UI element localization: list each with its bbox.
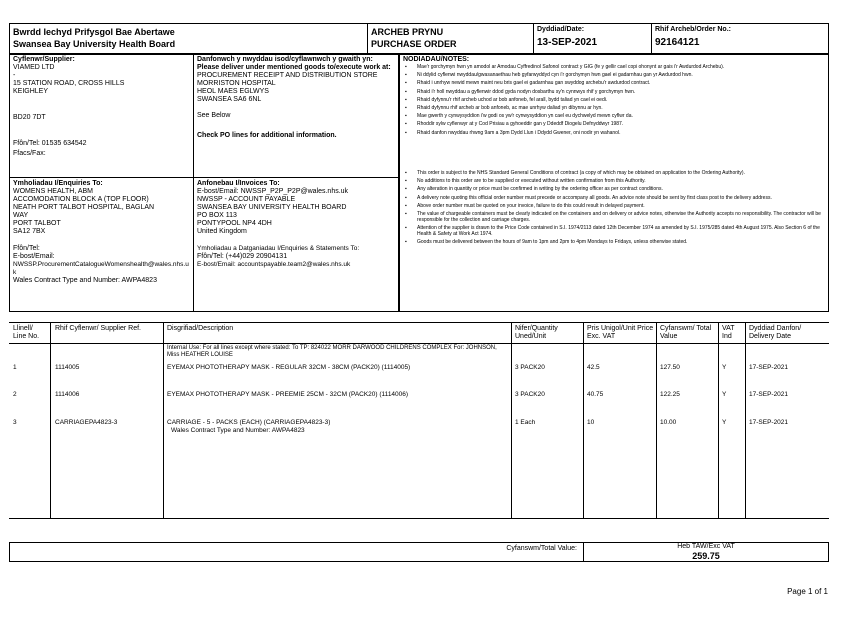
row-supplier-ref: CARRIAGEPA4823-3	[55, 419, 118, 426]
row-vat: Y	[722, 391, 727, 398]
header-divider-1	[367, 23, 368, 54]
date-label: Dyddiad/Date:	[537, 26, 585, 33]
col-divider	[511, 322, 512, 518]
th-supplier-ref: Rhif Cyflenwr/ Supplier Ref.	[55, 325, 141, 332]
th-delivery-date: Dyddiad Danfon/ Delivery Date	[749, 325, 802, 340]
supplier-line: -	[13, 72, 16, 79]
note-item: ▪ Above order number must be quoted on your invoice, failure to do this could result in delayed payment.	[403, 203, 821, 209]
col-divider	[656, 322, 657, 518]
note-item: ▪ Mae'r gorchymyn hwn yn amodol ar Amodau Cyffredinol Safonol contract y GIG (fe y gellir cael copi ohonynt ar gais i'r Awdurdod Archebu).	[403, 64, 821, 70]
notes-english-list	[403, 170, 821, 248]
enquiries-email-label: E-bost/Email:	[13, 253, 55, 260]
row-unit: 1 Each	[515, 419, 536, 426]
row-price: 10	[587, 419, 595, 426]
row-description-extra: Wales Contract Type and Number: AWPA4823	[171, 427, 305, 434]
enquiries-line: WAY	[13, 212, 29, 219]
invoices-line: United Kingdom	[197, 228, 247, 235]
invoices-statements-phone: Ffôn/Tel: (+44)029 20904131	[197, 253, 288, 260]
note-item: ▪ Any alteration in quantity or price must be confirmed in writing by the ordering officer as per contract conditions.	[403, 186, 821, 192]
doc-title-welsh: ARCHEB PRYNU	[371, 27, 444, 37]
page-number: Page 1 of 1	[787, 587, 828, 596]
row-description: EYEMAX PHOTOTHERAPY MASK - REGULAR 32CM - 38CM (PACK20) (1114005)	[167, 364, 411, 371]
table-bottom	[9, 518, 829, 519]
supplier-line: 15 STATION ROAD, CROSS HILLS	[13, 80, 125, 87]
th-description: Disgrifiad/Description	[167, 325, 234, 332]
total-value: 259.75	[692, 551, 720, 561]
supplier-phone: Ffôn/Tel: 01535 634542	[13, 140, 87, 147]
row-vat: Y	[722, 419, 727, 426]
delivery-line: MORRISTON HOSPITAL	[197, 80, 276, 87]
invoices-line: NWSSP - ACCOUNT PAYABLE	[197, 196, 296, 203]
delivery-line: SWANSEA SA6 6NL	[197, 96, 262, 103]
enquiries-line: PORT TALBOT	[13, 220, 61, 227]
note-item: ▪ Rhaid dyfynnu rhif archeb ar bob anfoneb, ac mae unrhyw daliad yn dibynnu ar hyn.	[403, 105, 821, 111]
total-divider	[583, 542, 584, 562]
col-divider	[745, 322, 746, 518]
row-supplier-ref: 1114005	[55, 364, 80, 371]
invoices-line: SWANSEA BAY UNIVERSITY HEALTH BOARD	[197, 204, 347, 211]
supplier-line: BD20 7DT	[13, 114, 46, 121]
note-item: ▪ The value of chargeable containers must be clearly indicated on the containers and on delivery or advice notes, otherwise the Authority accepts no responsibility. The contractor will be responsible for the collection and carriage charges.	[403, 211, 821, 223]
supplier-label: Cyflenwr/Supplier:	[13, 56, 75, 63]
col-divider	[163, 322, 164, 518]
total-label: Cyfanswm/Total Value:	[506, 545, 577, 552]
enquiries-line: NEATH PORT TALBOT HOSPITAL, BAGLAN	[13, 204, 155, 211]
note-item: ▪ This order is subject to the NHS Standard General Conditions of contract (a copy of which may be obtained on application to the Ordering Authority).	[403, 170, 821, 176]
org-name-welsh: Bwrdd Iechyd Prifysgol Bae Abertawe	[13, 27, 175, 37]
invoices-email[interactable]: E-bost/Email: NWSSP_P2P_P2P@wales.nhs.uk	[197, 188, 349, 195]
row-total: 127.50	[660, 364, 680, 371]
delivery-see-below: See Below	[197, 112, 231, 119]
delivery-check-po: Check PO lines for additional information.	[197, 132, 337, 139]
note-item: ▪ Goods must be delivered between the hours of 9am to 1pm and 2pm to 4pm Mondays to Fridays, unless otherwise stated.	[403, 239, 821, 245]
row-description: CARRIAGE - 5 - PACKS (EACH) (CARRIAGEPA4823-3)	[167, 419, 331, 426]
enquiries-label: Ymholiadau I/Enquiries To:	[13, 180, 103, 187]
note-item: ▪ Rhaid i unrhyw newid mewn maint neu bris gael ei gadarnhau gan swyddog archebu'r awdurdod contract.	[403, 80, 821, 86]
row-line-no: 1	[13, 364, 17, 371]
header-divider-3	[651, 23, 652, 54]
note-item: ▪ Rhaid danfon nwyddau rhwng 9am a 3pm Dydd Llun i Ddydd Gwener, oni nodir yn wahanol.	[403, 130, 821, 136]
row-delivery-date: 17-SEP-2021	[749, 391, 789, 398]
row-line-no: 2	[13, 391, 17, 398]
row-unit: 3 PACK20	[515, 391, 545, 398]
address-divider	[193, 54, 194, 312]
row-delivery-date: 17-SEP-2021	[749, 419, 789, 426]
note-item: ▪ Rhaid i'r holl nwyddau a gyflenwir ddod gyda nodyn dosbarthu sy'n cynnwys rhif y gorchymyn hwn.	[403, 89, 821, 95]
row-unit: 3 PACK20	[515, 364, 545, 371]
invoices-block	[197, 180, 395, 269]
note-item: ▪ No additions to this order are to be supplied or executed without written confirmation from this Authority.	[403, 178, 821, 184]
enquiries-contract: Wales Contract Type and Number: AWPA4823	[13, 277, 157, 284]
enquiries-line: SA12 7BX	[13, 228, 46, 235]
note-item: ▪ Ni ddylid cyflenwi nwyddau/gwasanaethau heb gyfarwyddyd cyn i'r gorchymyn hwn gael ei gadarnhau gan yr Awdurdod hwn.	[403, 72, 821, 78]
col-divider	[718, 322, 719, 518]
col-divider	[50, 322, 51, 518]
supplier-line: VIAMED LTD	[13, 64, 55, 71]
doc-title-english: PURCHASE ORDER	[371, 39, 457, 49]
delivery-block	[197, 56, 395, 140]
note-item: ▪ Rhoddir sylw cyflenwyr at y Cod Prisiau a gyhoeddir gan y Ddeddf Diogelu Defnyddwyr 1987.	[403, 121, 821, 127]
date-value: 13-SEP-2021	[537, 37, 598, 48]
supplier-line: KEIGHLEY	[13, 88, 49, 95]
row-description: EYEMAX PHOTOTHERAPY MASK - PREEMIE 25CM - 32CM (PACK20) (1114006)	[167, 391, 409, 398]
col-divider	[583, 322, 584, 518]
invoices-label: Anfonebau I/Invoices To:	[197, 180, 280, 187]
note-item: ▪ Attention of the supplier is drawn to the Price Code contained in S.I. 1974/2113 dated 12th December 1974 as amended by S.I. 1975/285 dated 4th August 1975. Also Section 6 of the Health & Safety at Work Act 1974.	[403, 225, 821, 237]
invoices-statements-email[interactable]: E-bost/Email: accountspayable.team2@wales.nhs.uk	[197, 261, 351, 268]
row-total: 10.00	[660, 419, 677, 426]
row-delivery-date: 17-SEP-2021	[749, 364, 789, 371]
delivery-label: Danfonwch y nwyddau isod/cyflawnwch y gwaith yn: Please deliver under mentioned goods to/execute work at:	[197, 56, 391, 71]
address-row-divider	[9, 177, 399, 178]
invoices-line: PONTYPOOL NP4 4DH	[197, 220, 272, 227]
header-divider-2	[533, 23, 534, 54]
notes-welsh-list	[403, 64, 821, 138]
row-price: 40.75	[587, 391, 604, 398]
enquiries-phone: Ffôn/Tel:	[13, 245, 40, 252]
row-total: 122.25	[660, 391, 680, 398]
delivery-line: HEOL MAES EGLWYS	[197, 88, 269, 95]
delivery-line: PROCUREMENT RECEIPT AND DISTRIBUTION STORE	[197, 72, 378, 79]
note-item: ▪ Mae gwerth y cynwysyddion i'w godi os yw'r cynwysyddion yn cael eu dychwelyd mewn cyflwr da.	[403, 113, 821, 119]
note-item: ▪ A delivery note quoting this official order number must precede or accompany all goods. An advice note should be sent by first class post to the delivery address.	[403, 195, 821, 201]
th-total: Cyfanswm/ Total Value	[660, 325, 712, 340]
row-price: 42.5	[587, 364, 600, 371]
row-supplier-ref: 1114006	[55, 391, 80, 398]
table-header-top	[9, 322, 829, 323]
table-header-bottom	[9, 343, 829, 344]
enquiries-line: WOMENS HEALTH, ABM	[13, 188, 93, 195]
invoices-line: PO BOX 113	[197, 212, 237, 219]
row-vat: Y	[722, 364, 727, 371]
th-line-no: Llinell/ Line No.	[13, 325, 40, 340]
total-vat-label: Heb TAW/Exc VAT	[677, 543, 735, 550]
row-line-no: 3	[13, 419, 17, 426]
supplier-fax: Ffacs/Fax:	[13, 150, 46, 157]
note-item: ▪ Rhaid dyfynnu'r rhif archeb uchod ar bob anfoneb, fel arall, bydd taliad yn cael ei oedi.	[403, 97, 821, 103]
internal-use-note: Internal Use: For all lines except where stated: To TP: 824022 MORR DARWOOD CHILDRENS COMPLEX For: JOHNSON, Miss HEATHER LOUISE	[167, 345, 497, 358]
enquiries-email[interactable]: NWSSP.ProcurementCatalogueWomenshealth@wales.nhs.uk	[13, 261, 189, 276]
notes-label: NODIADAU/NOTES:	[403, 56, 470, 63]
th-price: Pris Unigol/Unit Price Exc. VAT	[587, 325, 654, 340]
org-name-english: Swansea Bay University Health Board	[13, 39, 176, 49]
enquiries-block	[13, 180, 191, 285]
enquiries-line: ACCOMODATION BLOCK A (TOP FLOOR)	[13, 196, 149, 203]
order-number-label: Rhif Archeb/Order No.:	[655, 26, 731, 33]
supplier-block	[13, 56, 191, 158]
order-number-value: 92164121	[655, 37, 700, 48]
invoices-statements-label: Ymholiadau a Datganiadau I/Enquiries & Statements To:	[197, 245, 360, 252]
th-vat: VAT Ind	[722, 325, 735, 340]
th-unit: Nifer/Quantity Uned/Unit	[515, 325, 558, 340]
